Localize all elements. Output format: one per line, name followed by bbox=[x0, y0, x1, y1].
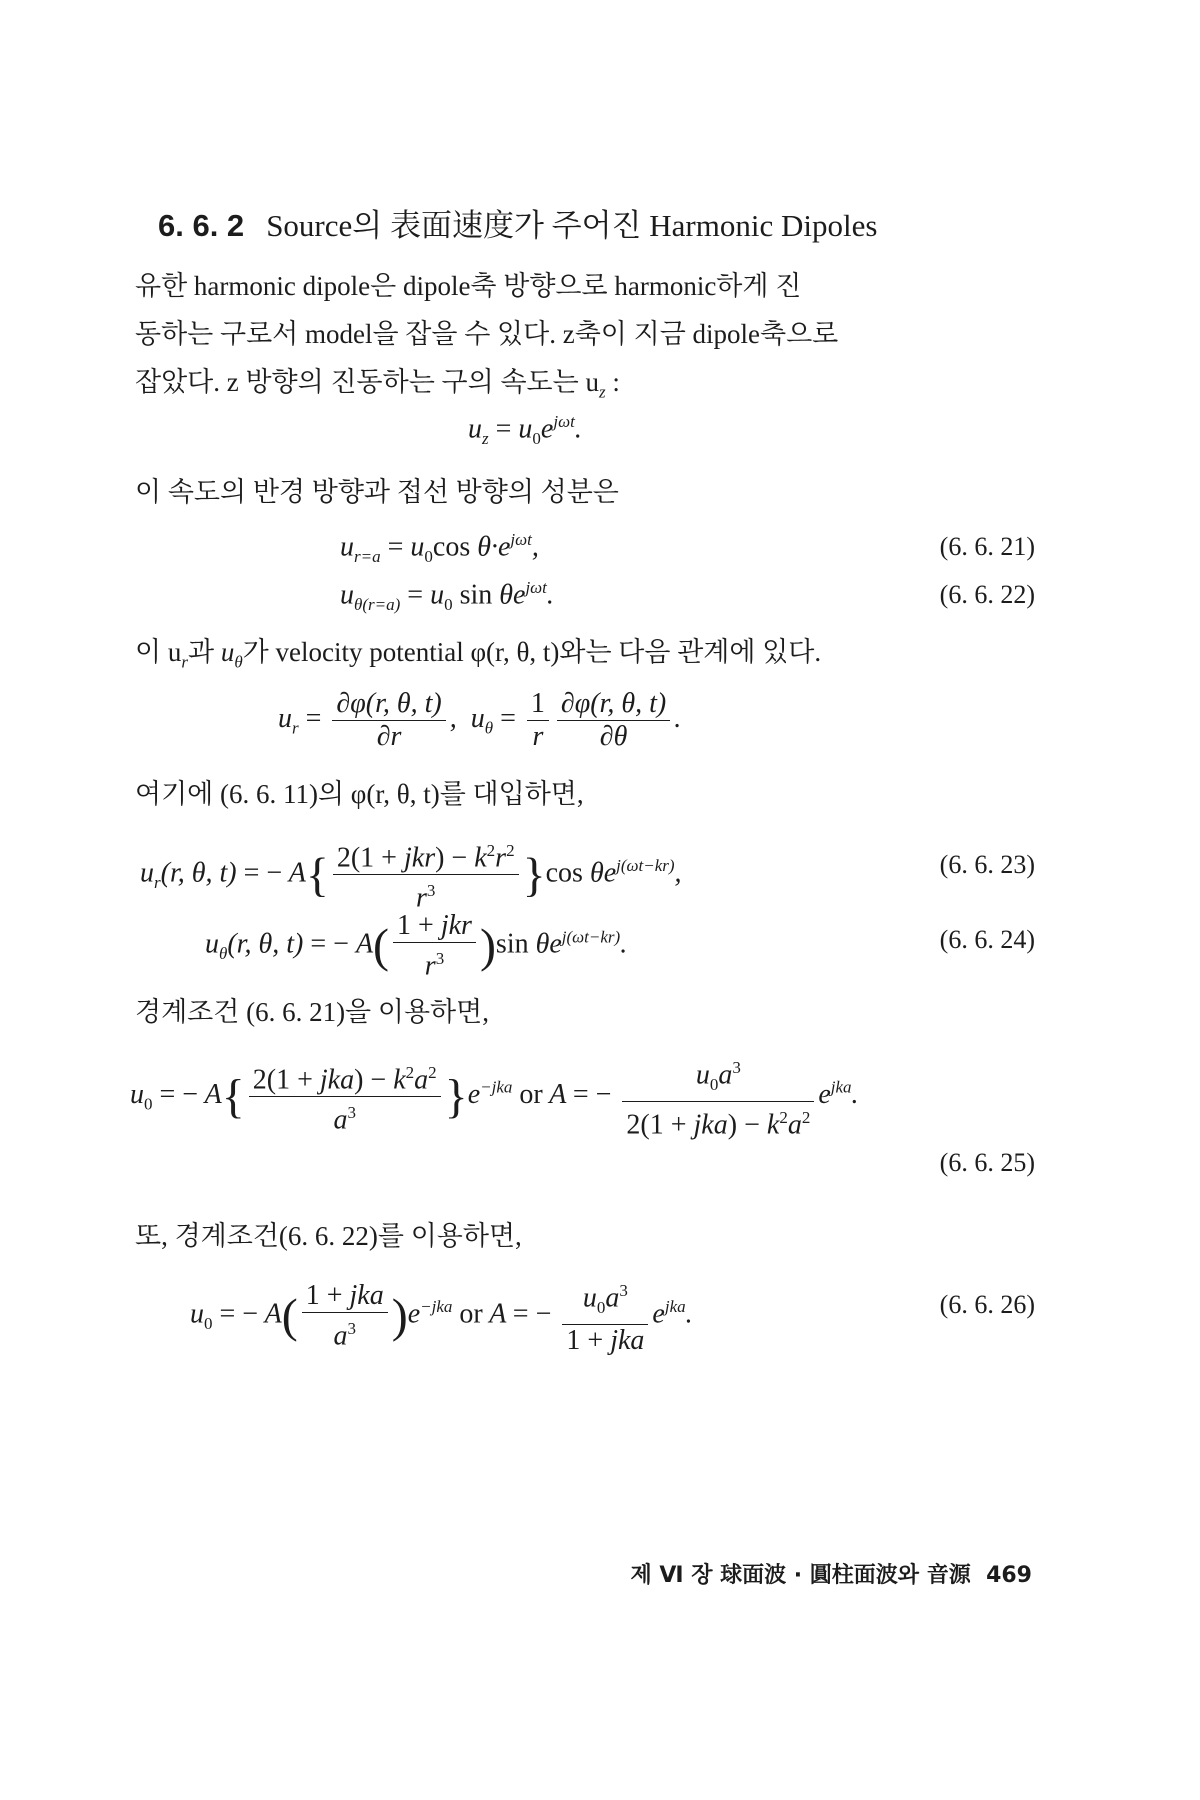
section-number: 6. 6. 2 bbox=[158, 208, 245, 243]
equation-number-25: (6. 6. 25) bbox=[939, 1148, 1035, 1177]
page-footer bbox=[630, 1558, 1032, 1589]
equation-number-21: (6. 6. 21) bbox=[939, 532, 1035, 561]
equation-number-26: (6. 6. 26) bbox=[939, 1290, 1035, 1319]
equation-6-6-23: $u_r(r$, θ, t) = − A{ $\frac{2(1 + jkr) - k^2r^2}{r^3}$ }cos $\theta e^{j(\omega t-kr)}$, bbox=[140, 835, 682, 915]
section-heading bbox=[158, 200, 877, 245]
page-number: 469 bbox=[986, 1563, 1032, 1588]
paragraph-1 bbox=[135, 262, 1035, 416]
equation-uz: $u_z = u_0e^{j\omega t}$. bbox=[468, 412, 582, 448]
equation-velocity-potential: $u_r$ = $\frac{\partial\varphi(r, \theta, t)}{\partial r}$ , $u_\theta$ = $\frac{1}{r}$ $\frac{\partial\varphi(r, \theta, t)}{\partial\theta}$ . bbox=[278, 688, 682, 752]
equation-6-6-24: $u_\theta(r$, θ, t) = − A( $\frac{\text{1 + jkr}}{r^3}$ )sin $\theta e^{j(\omega t-kr)}$. bbox=[205, 910, 628, 982]
section-title: Source의 表面速度가 주어진 Harmonic Dipoles bbox=[266, 208, 878, 243]
equation-number-22: (6. 6. 22) bbox=[939, 580, 1035, 609]
equation-6-6-26: $u_0$ = − A( $\frac{\text{1 + jka}}{a^3}$ )$e^{-jka}$ or A = − $\frac{u_0a^3}{\text{1 + jka}}$ $e^{jka}$. bbox=[190, 1275, 693, 1357]
paragraph-4: 여기에 (6. 6. 11)의 φ(r, θ, t)를 대입하면, bbox=[135, 779, 584, 809]
equation-6-6-21: $u_{r=a} = u_0\cos$ $\theta\cdot e^{j\omega t}$, bbox=[340, 530, 539, 566]
paragraph-1-line-2: 동하는 구로서 model을 잡을 수 있다. z축이 지금 dipole축으로 bbox=[135, 319, 839, 349]
paragraph-6: 또, 경계조건(6. 6. 22)를 이용하면, bbox=[135, 1221, 522, 1251]
equation-6-6-25: $u_0$ = − A{ $\frac{2(1 + jka) - k^2a^2}{a^3}$ }$e^{-jka}$ or A = − $\frac{u_0a^3}{2(1 + jka) - k^2a^2}$ $e^{jka}$. bbox=[130, 1052, 859, 1141]
equation-6-6-22: $u_{\theta(r=a)} = u_0$ $\sin \theta e^{j\omega t}$. bbox=[340, 578, 554, 614]
paragraph-3: 이 $u_r$과 $u_\theta$가 velocity potential φ(r, θ, t)와는 다음 관계에 있다. bbox=[135, 637, 822, 672]
equation-number-24: (6. 6. 24) bbox=[939, 925, 1035, 954]
paragraph-5: 경계조건 (6. 6. 21)을 이용하면, bbox=[135, 997, 489, 1027]
paragraph-1-line-3: 잡았다. z 방향의 진동하는 구의 속도는 $u_z$ : bbox=[135, 367, 620, 402]
paragraph-1-line-1: 유한 harmonic dipole은 dipole축 방향으로 harmonic하게 진 bbox=[135, 271, 802, 301]
equation-number-23: (6. 6. 23) bbox=[939, 850, 1035, 879]
footer-chapter: 제 Ⅵ 장 球面波 · 圓柱面波와 音源 bbox=[630, 1563, 971, 1588]
paragraph-2: 이 속도의 반경 방향과 접선 방향의 성분은 bbox=[135, 477, 619, 507]
